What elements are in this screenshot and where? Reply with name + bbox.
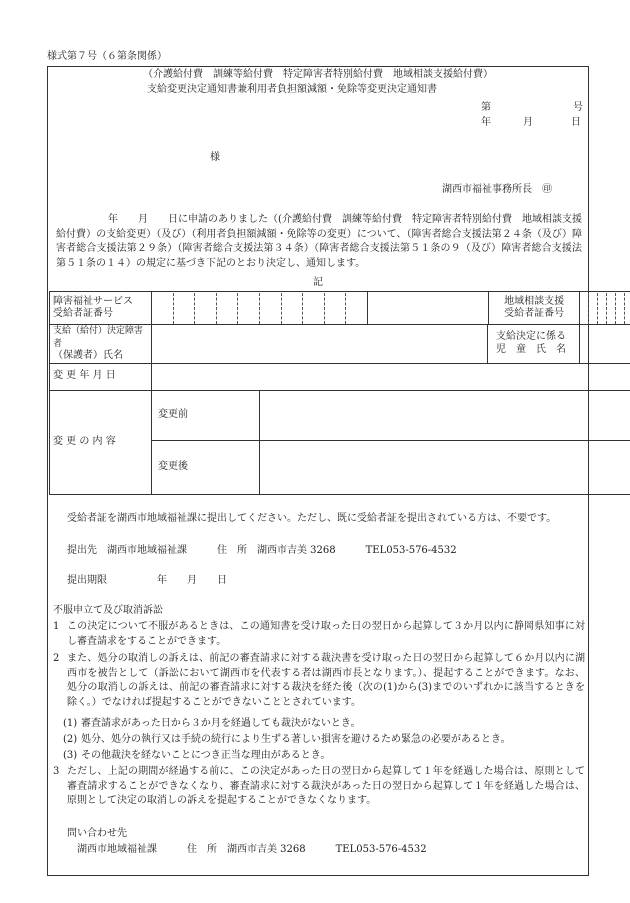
document-number-suffix: 号	[573, 102, 583, 113]
appeal-item-3	[53, 765, 585, 809]
person-name-field[interactable]	[152, 325, 488, 364]
appeal-sub-3-number: (3)	[63, 750, 78, 761]
ki-heading: 記	[313, 277, 323, 288]
submission-deadline: 提出期限 年 月 日	[67, 575, 227, 586]
appeal-item-3-number: 3	[53, 766, 60, 777]
before-label: 変更前	[152, 390, 260, 440]
info-table	[49, 291, 630, 495]
consult-number-boxes	[580, 292, 630, 325]
date-day-label: 日	[571, 117, 581, 128]
change-date-label: 変 更 年 月 日	[50, 363, 152, 390]
person-name-label: 支給（給付）決定障害者 （保護者）氏名	[50, 325, 152, 364]
before-field[interactable]	[260, 390, 630, 440]
appeal-item-3-text: ただし、上記の期間が経過する前に、この決定があった日の翌日から起算して１年を経過した場合は、原則として審査請求することができなくなり、審査請求に対する裁決があった日の翌日から起算して１年を経過した場合は、原則として決定の取消しの訴えを提起することができなくなります。	[67, 766, 585, 806]
appeal-sub-1-number: (1)	[63, 718, 78, 729]
appeal-sub-3-text: その他裁決を経ないことにつき正当な理由があるとき。	[81, 750, 331, 761]
appeal-item-1	[53, 620, 585, 649]
appeal-item-1-number: 1	[53, 621, 60, 632]
cert-number-boxes	[152, 292, 368, 325]
appeal-title: 不服申立て及び取消訴訟	[53, 605, 163, 616]
document-title: 支給変更決定通知書兼利用者負担額減額・免除等変更決定通知書	[147, 84, 437, 95]
appeal-item-1-text: この決定について不服があるときは、この通知書を受け取った日の翌日から起算して３か月以内に静岡県知事に対し審査請求をすることができます。	[67, 621, 585, 647]
issuer-name: 湖西市福祉事務所長 ㊞	[442, 184, 552, 195]
change-date-field[interactable]	[152, 363, 630, 390]
addressee-honorific: 様	[210, 152, 220, 163]
date-year-label: 年	[481, 117, 491, 128]
form-code: 様式第７号（６第条関係）	[47, 51, 167, 62]
appeal-item-2-number: 2	[53, 653, 60, 664]
after-field[interactable]	[260, 440, 630, 494]
contact-title: 問い合わせ先	[67, 828, 127, 839]
cert-number-spacer	[368, 292, 489, 325]
appeal-sub-2-number: (2)	[63, 734, 78, 745]
document-number-label: 第	[481, 102, 491, 113]
consult-number-label: 地域相談支援 受給者証番号	[489, 292, 580, 325]
appeal-sub-2	[53, 733, 585, 748]
body-text: 年 月 日に申請のありました（(介護給付費 訓練等給付費 特定障害者特別給付費 地域相談支援給付費）の支給変更）（及び）（利用者負担額減額・免除等の変更）について、（障害者総合支援法第２４条（及び）障害者総合支援法第２９条）（障害者総合支援法第３４条）（障害者総合支援法第５１条の９（及び）障害者総合支援法第５１条の１４）の規定に基づき下記のとおり決定し、通知します。	[56, 214, 582, 269]
appeal-item-2	[53, 652, 585, 710]
appeal-sub-2-text: 処分、処分の執行又は手続の続行により生ずる著しい損害を避けるため緊急の必要があるとき。	[81, 734, 511, 745]
submit-note: 受給者証を湖西市地域福祉課に提出してください。ただし、既に受給者証を提出されている方は、不要です。	[67, 513, 557, 524]
cert-number-label: 障害福祉サービス 受給者証番号	[50, 292, 152, 325]
after-label: 変更後	[152, 440, 260, 494]
contact-info: 湖西市地域福祉課 住 所 湖西市吉美 3268 TEL053-576-4532	[77, 844, 427, 855]
child-name-label: 支給決定に係る 児 童 氏 名	[488, 325, 580, 364]
body-paragraph	[56, 213, 582, 271]
change-content-label: 変 更 の 内 容	[50, 390, 152, 494]
title-line-1: （介護給付費 訓練等給付費 特定障害者特別給付費 地域相談支援給付費）	[143, 69, 493, 80]
appeal-item-2-text: また、処分の取消しの訴えは、前記の審査請求に対する裁決書を受け取った日の翌日から起算して６か月以内に湖西市を被告として（訴訟において湖西市を代表する者は湖西市長となります。）、提起することができます。なお、処分の取消しの訴えは、前記の審査請求に対する裁決を経た後（次の(1)から(3)までのいずれかに該当するときを除く。）でなければ提起することができないこととされています。	[67, 653, 585, 708]
appeal-sub-1-text: 審査請求があった日から３か月を経過しても裁決がないとき。	[81, 718, 361, 729]
date-month-label: 月	[523, 117, 533, 128]
appeal-sub-1	[53, 717, 585, 732]
appeal-sub-3	[53, 749, 585, 764]
submit-to: 提出先 湖西市地域福祉課 住 所 湖西市吉美 3268 TEL053-576-4532	[67, 545, 457, 556]
child-name-field[interactable]	[580, 325, 630, 364]
